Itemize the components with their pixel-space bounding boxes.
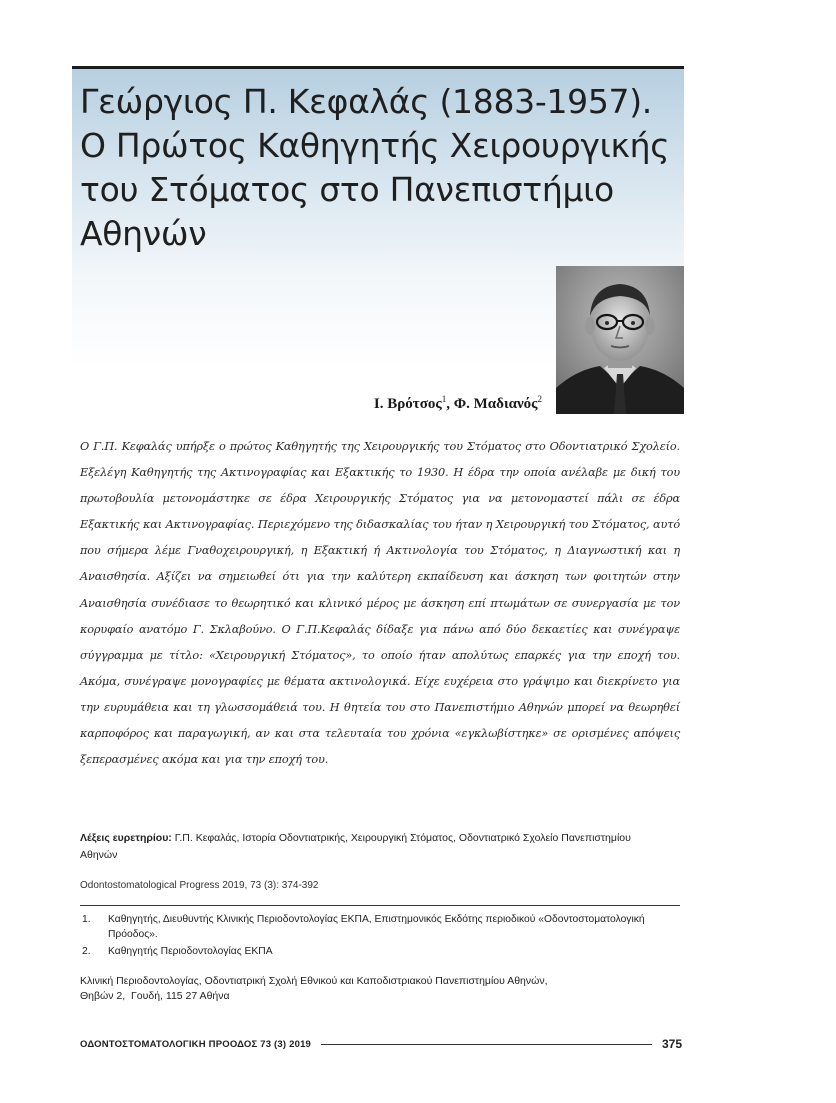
- page-number: 375: [661, 1037, 682, 1051]
- author-separator: ,: [446, 396, 454, 412]
- affiliation-line-2: Θηβών 2, Γουδή, 115 27 Αθήνα: [80, 990, 230, 1002]
- abstract: Ο Γ.Π. Κεφαλάς υπήρξε ο πρώτος Καθηγητής της Χειρουργικής του Στόματος στο Οδοντιατρικό Σχολείο. Εξελέγη Καθηγητής της Ακτινογραφίας και Εξακτικής το 1930. Η έδρα την οποία ανέλαβε με δική του πρωτοβουλία μετονομάστηκε σε έδρα Χειρουργικής Στόματος για να μετονομαστεί πάλι σε έδρα Εξακτικής και Ακτινογραφίας. Περιεχόμενο της διδασκαλίας του ήταν η Χειρουργική του Στόματος, αυτό που σήμερα λέμε Γναθοχειρουργική, η Εξακτική ή Ακτινολογία του Στόματος, η Διαγνωστική και η Αναισθησία. Αξίζει να σημειωθεί ότι για την καλύτερη εκπαίδευση και άσκηση των φοιτητών στην Αναισθησία συνέδιασε το θεωρητικό και κλινικό μέρος με άσκηση επί πτωμάτων σε συνεργασία με τον κορυφαίο ανατόμο Γ. Σκλαβούνο. Ο Γ.Π.Κεφαλάς δίδαξε για πάνω από δύο δεκαετίες και συνέγραψε σύγγραμμα με τίτλο: «Χειρουργική Στόματος», το οποίο ήταν απολύτως επαρκές για την εποχή του. Ακόμα, συνέγραψε μονογραφίες με θέματα ακτινολογικά. Είχε ευχέρεια στο γράψιμο και διεκρίνετο για την ευρυμάθεια και τη γλωσσομάθειά του. Η θητεία του στο Πανεπιστήμιο Αθηνών μπορεί να θεωρηθεί καρποφόρος και παραγωγική, αν και στα τελευταία του χρόνια «εγκλωβίστηκε» σε ορισμένες απόψεις ξεπερασμένες ακόμα και για την εποχή του.: [80, 440, 680, 767]
- affiliation: [80, 974, 680, 1004]
- portrait-photo: [556, 266, 684, 414]
- footnote-rule: [80, 905, 680, 906]
- keywords-text: Γ.Π. Κεφαλάς, Ιστορία Οδοντιατρικής, Χειρουργική Στόματος, Οδοντιατρικό Σχολείο Πανεπιστημίου Αθηνών: [80, 832, 631, 861]
- footnote-text: Καθηγητής Περιοδοντολογίας ΕΚΠΑ: [108, 946, 273, 957]
- title-line-2: Ο Πρώτος Καθηγητής Χειρουργικής: [80, 126, 670, 165]
- citation: Odontostomatological Progress 2019, 73 (3): 374-392: [80, 880, 319, 891]
- author-2: Φ. Μαδιανός: [453, 396, 538, 412]
- footnote-text: Καθηγητής, Διευθυντής Κλινικής Περιοδοντολογίας ΕΚΠΑ, Επιστημονικός Εκδότης περιοδικού «Οδοντοστοματολογική Πρόοδος».: [108, 914, 645, 940]
- affiliation-line-1: Κλινική Περιοδοντολογίας, Οδοντιατρική Σχολή Εθνικού και Καποδιστριακού Πανεπιστημίου Αθηνών,: [80, 975, 548, 987]
- footnote-item: [80, 944, 680, 959]
- footnote-item: [80, 912, 680, 942]
- keywords-label: Λέξεις ευρετηρίου:: [80, 832, 172, 844]
- page-footer: [80, 1036, 682, 1052]
- author-1: Ι. Βρότσος: [373, 396, 442, 412]
- title-line-4: Αθηνών: [80, 214, 207, 253]
- journal-name: ΟΔΟΝΤΟΣΤΟΜΑΤΟΛΟΓΙΚΗ ΠΡΟΟΔΟΣ 73 (3) 2019: [80, 1038, 312, 1050]
- footnote-number: 2.: [82, 946, 91, 957]
- title-line-1: Γεώργιος Π. Κεφαλάς (1883-1957).: [80, 82, 652, 121]
- footnotes: [80, 912, 680, 961]
- article-title: [80, 80, 680, 256]
- author-2-affiliation-mark: 2: [537, 394, 542, 404]
- top-rule: [72, 66, 684, 69]
- title-line-3: του Στόματος στο Πανεπιστήμιο: [80, 170, 614, 209]
- keywords: [80, 830, 660, 864]
- footer-rule: [321, 1044, 652, 1045]
- author-line: [374, 394, 542, 413]
- author-1-affiliation-mark: 1: [441, 394, 447, 404]
- footnote-number: 1.: [82, 914, 91, 925]
